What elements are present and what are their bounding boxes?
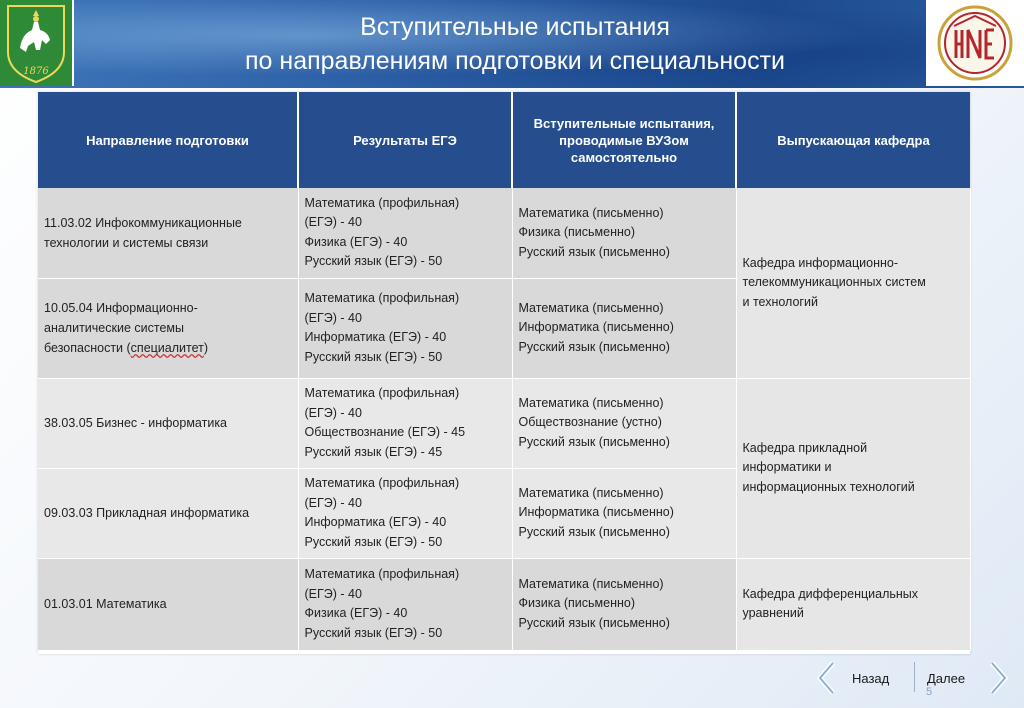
- exams-cell: Математика (письменно) Физика (письменно) Русский язык (письменно): [512, 558, 736, 650]
- department-cell: Кафедра информационно- телекоммуникационных систем и технологий: [736, 188, 970, 378]
- column-header-ege: Результаты ЕГЭ: [298, 92, 512, 188]
- page-title-line-1: Вступительные испытания: [360, 13, 670, 41]
- ege-cell: Математика (профильная) (ЕГЭ) - 40 Обществознание (ЕГЭ) - 45 Русский язык (ЕГЭ) - 45: [298, 378, 512, 468]
- coat-of-arms-icon: [0, 0, 74, 86]
- ege-cell: Математика (профильная) (ЕГЭ) - 40 Физика (ЕГЭ) - 40 Русский язык (ЕГЭ) - 50: [298, 188, 512, 278]
- direction-cell: 09.03.03 Прикладная информатика: [38, 468, 298, 558]
- nav-divider: [914, 662, 915, 692]
- table-header-row: [38, 92, 970, 188]
- column-header-department: Выпускающая кафедра: [736, 92, 970, 188]
- logo-year: 1876: [23, 66, 49, 77]
- next-button[interactable]: Далее: [927, 671, 966, 686]
- department-cell: Кафедра дифференциальных уравнений: [736, 558, 970, 650]
- ege-cell: Математика (профильная) (ЕГЭ) - 40 Информатика (ЕГЭ) - 40 Русский язык (ЕГЭ) - 50: [298, 278, 512, 378]
- direction-cell: 10.05.04 Информационно- аналитические системы безопасности (специалитет): [38, 278, 298, 378]
- university-logo-icon: [926, 0, 1024, 86]
- page-number: 5: [926, 686, 933, 698]
- table-row: [38, 558, 970, 650]
- chevron-right-icon[interactable]: [988, 660, 1010, 696]
- ege-cell: Математика (профильная) (ЕГЭ) - 40 Информатика (ЕГЭ) - 40 Русский язык (ЕГЭ) - 50: [298, 468, 512, 558]
- table-row: [38, 378, 970, 468]
- table-row: [38, 188, 970, 278]
- slide-header: [0, 0, 1024, 88]
- chevron-left-icon[interactable]: [815, 660, 837, 696]
- direction-cell: 11.03.02 Инфокоммуникационные технологии и системы связи: [38, 188, 298, 278]
- direction-cell: 01.03.01 Математика: [38, 558, 298, 650]
- exams-cell: Математика (письменно) Информатика (письменно) Русский язык (письменно): [512, 278, 736, 378]
- exams-cell: Математика (письменно) Обществознание (устно) Русский язык (письменно): [512, 378, 736, 468]
- admission-table: [38, 92, 970, 654]
- column-header-exams: Вступительные испытания, проводимые ВУЗом самостоятельно: [512, 92, 736, 188]
- column-header-direction: Направление подготовки: [38, 92, 298, 188]
- exams-cell: Математика (письменно) Информатика (письменно) Русский язык (письменно): [512, 468, 736, 558]
- direction-cell: 38.03.05 Бизнес - информатика: [38, 378, 298, 468]
- exams-cell: Математика (письменно) Физика (письменно) Русский язык (письменно): [512, 188, 736, 278]
- ege-cell: Математика (профильная) (ЕГЭ) - 40 Физика (ЕГЭ) - 40 Русский язык (ЕГЭ) - 50: [298, 558, 512, 650]
- page-title-line-2: по направлениям подготовки и специальности: [245, 47, 785, 75]
- department-cell: Кафедра прикладной информатики и информационных технологий: [736, 378, 970, 558]
- back-button[interactable]: Назад: [852, 671, 890, 686]
- spellcheck-underlined-word: специалитет: [130, 341, 204, 355]
